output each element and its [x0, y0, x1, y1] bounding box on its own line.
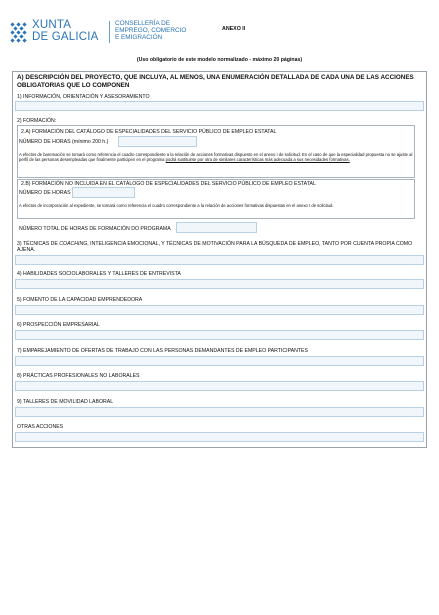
section-8-field[interactable] [15, 381, 424, 391]
section-5-label: 5) FOMENTO DE LA CAPACIDAD EMPRENDEDORA [17, 297, 143, 303]
section-9-field[interactable] [15, 407, 424, 417]
usage-note: (Uso obligatorio de este modelo normalizado - máximo 20 páginas) [136, 57, 303, 63]
section-2a-note-underlined: podrá sustituirse por otra de similares características más adecuada a sus necesidades formativas. [165, 157, 350, 163]
section-3-label [17, 241, 417, 253]
section-2a-note-text: A efectos de baremación se tomará como referencia el cuadro correspondiente a la relación de acciones formativas dispuesto en el anexo I de solicitud. En el caso de que la especialidad propuesta no se ajuste al perfil de las personas desempleadas que finalmente participen en el programa [19, 152, 413, 163]
section-2b-note: A efectos de incorporación al expediente, se tomará como referencia el cuadro correspondiente a la relación de acciones formativas dispuestas en el anexo I de solicitud. [19, 203, 334, 208]
xunta-emblem-icon [10, 22, 28, 44]
dept-line-1: CONSELLERÍA DE [115, 20, 171, 27]
section-a-title: A) DESCRIPCIÓN DEL PROYECTO, QUE INCLUYA, AL MENOS, UNA ENUMERACIÓN DETALLADA DE CADA UNA DE LAS ACCIONES OBLIGATORIAS QUE LO COMPONEN [17, 74, 414, 89]
org-line-2: DE GALICIA [32, 30, 99, 43]
total-hours-field[interactable] [176, 222, 257, 233]
other-actions-label: OTRAS ACCIONES [17, 424, 64, 430]
dept-line-2: EMPREGO, COMERCIO [115, 27, 187, 35]
section-2b-hours-label: NÚMERO DE HORAS [19, 190, 71, 196]
section-2-label: 2) FORMACIÓN: [17, 118, 57, 124]
section-2b-title: 2.B) FORMACIÓN NO INCLUIDA EN EL CATÁLOGO DE ESPECIALIDADES DEL SERVICIO PÚBLICO DE EMPLEO ESTATAL [21, 181, 316, 187]
section-6-field[interactable] [15, 330, 424, 340]
other-actions-field[interactable] [15, 432, 424, 442]
department-name [115, 20, 186, 42]
section-2a-title: 2.A) FORMACIÓN DEL CATÁLOGO DE ESPECIALIDADES DEL SERVICIO PÚBLICO DE EMPLEO ESTATAL [21, 129, 277, 135]
logo-divider [109, 21, 110, 43]
section-1-label: 1) INFORMACIÓN, ORIENTACIÓN Y ASESORAMIENTO [17, 94, 150, 100]
total-hours-label: NÚMERO TOTAL DE HORAS DE FORMACIÓN DO PROGRAMA [19, 226, 171, 232]
dept-line-3: E EMIGRACIÓN [115, 34, 163, 42]
section-2b-hours-field[interactable] [72, 187, 135, 198]
section-2a-hours-label: NÚMERO DE HORAS (mínimo 200 h.) [19, 139, 109, 145]
section-3-text-2: , INTELIGENCIA EMOCIONAL, Y TÉCNICAS DE MOTIVACIÓN PARA LA BÚSQUEDA DE EMPLEO, TANTO POR CUENTA PROPIA COMO AJENA. [17, 241, 413, 253]
section-2a-note [19, 152, 414, 163]
section-4-field[interactable] [15, 279, 424, 289]
section-3-field[interactable] [15, 255, 424, 265]
section-7-label: 7) EMPAREJAMIENTO DE OFERTAS DE TRABAJO CON LAS PERSONAS DEMANDANTES DE EMPLEO PARTICIPANTES [17, 348, 308, 354]
section-1-field[interactable] [15, 101, 424, 111]
section-6-label: 6) PROSPECCIÓN EMPRESARIAL [17, 322, 100, 328]
section-3-coaching: COACHING [59, 241, 88, 247]
section-3-text-1: 3) TÉCNICAS DE [17, 241, 60, 247]
organization-name [32, 20, 99, 43]
section-4-label: 4) HABILIDADES SOCIOLABORALES Y TALLERES DE ENTREVISTA [17, 271, 181, 277]
section-8-label: 8) PRÁCTICAS PROFESIONALES NO LABORALES [17, 373, 140, 379]
section-9-label: 9) TALLERES DE MOVILIDAD LABORAL [17, 399, 114, 405]
section-7-field[interactable] [15, 356, 424, 366]
annex-label: ANEXO II [222, 26, 246, 32]
xunta-logo [10, 20, 230, 50]
org-line-1: XUNTA [32, 19, 72, 31]
section-2a-hours-field[interactable] [118, 136, 197, 147]
section-5-field[interactable] [15, 305, 424, 315]
